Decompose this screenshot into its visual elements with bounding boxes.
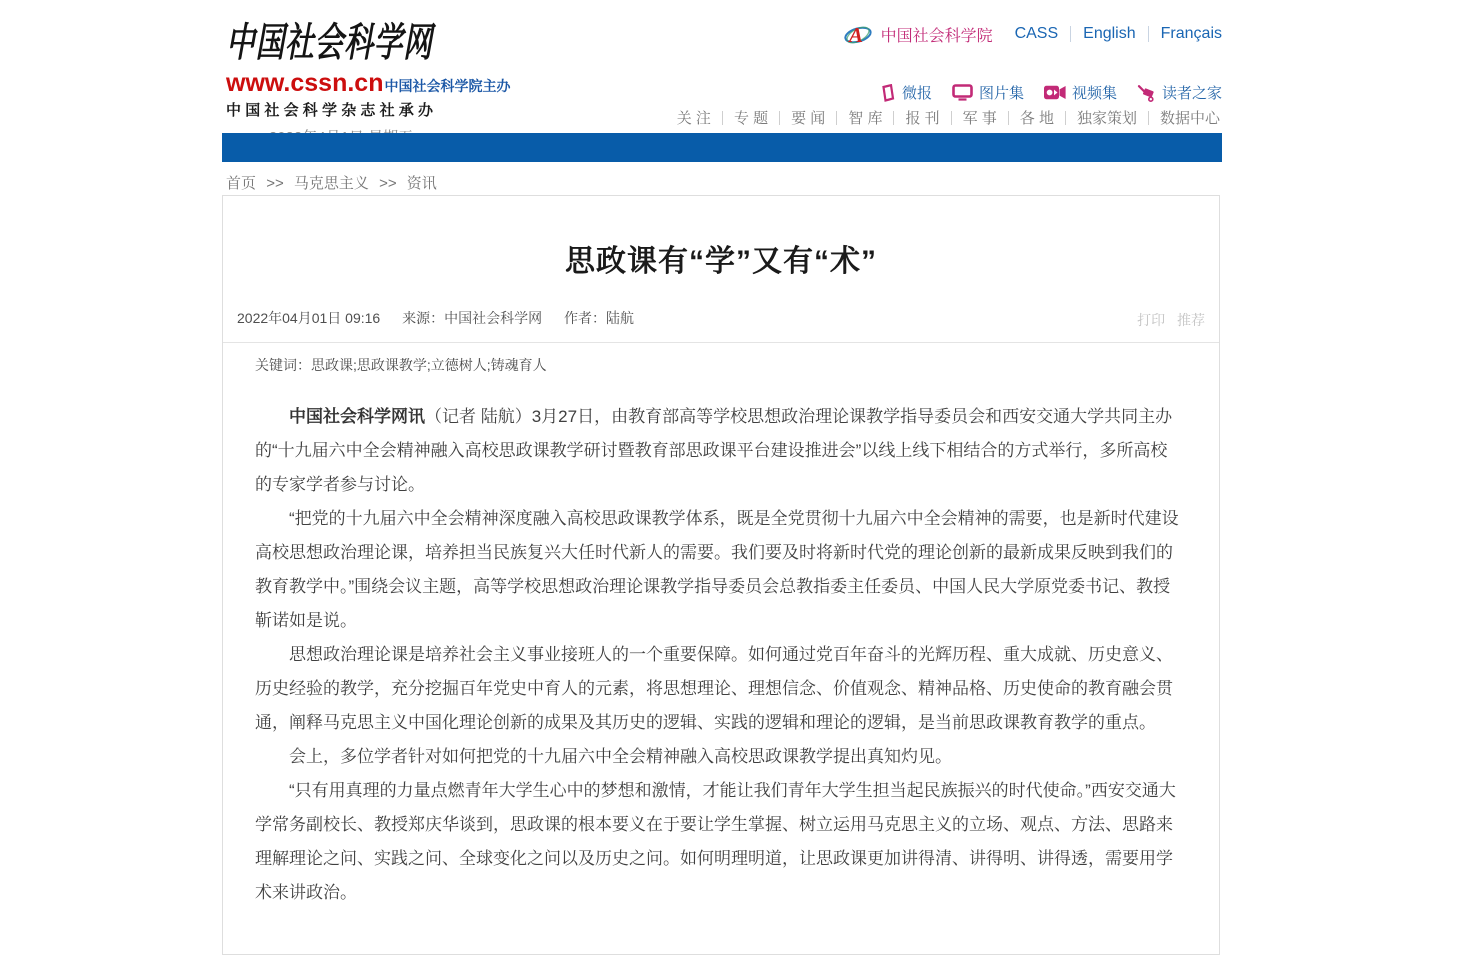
media-label[interactable]: 微报	[901, 85, 932, 102]
site-url-line	[226, 69, 511, 97]
video-icon	[1044, 85, 1066, 100]
link-cass[interactable]: CASS	[1014, 25, 1059, 42]
recommend-button[interactable]: 推荐	[1177, 312, 1205, 328]
site-organizer-label: 中国社会科学院主办	[384, 78, 511, 94]
breadcrumb-separator: >>	[266, 175, 284, 192]
divider	[1070, 26, 1071, 42]
media-item-video[interactable]	[1044, 82, 1117, 103]
paragraph-text: “把党的十九届六中全会精神深度融入高校思政课教学体系，既是全党贯彻十九届六中全会精神的需要，也是新时代建设高校思想政治理论课，培养担当民族复兴大任时代新人的需要。我们要及时将新时代党的理论创新的最新成果反映到我们的教育教学中。”围绕会议主题，高等学校思想政治理论课教学指导委员会总教指委主任委员、中国人民大学原党委书记、教授靳诺如是说。	[255, 509, 1179, 630]
article-actions	[1129, 310, 1205, 330]
nav-item-baokan[interactable]: 报 刊	[905, 110, 940, 127]
article-paragraph	[255, 740, 1183, 774]
article-datetime: 2022年04月01日 09:16	[237, 310, 381, 326]
breadcrumb	[226, 172, 437, 193]
link-francais[interactable]: Français	[1160, 25, 1222, 42]
article-paragraph	[255, 774, 1183, 910]
paragraph-lead: 中国社会科学网讯	[289, 407, 425, 426]
primary-nav-bar	[222, 133, 1222, 162]
breadcrumb-section[interactable]: 马克思主义	[293, 175, 369, 192]
gallery-icon	[952, 84, 973, 101]
media-links	[860, 82, 1222, 103]
weibao-icon	[880, 84, 896, 102]
article-title: 思政课有“学”又有“术”	[565, 245, 877, 278]
nav-item-zhiku[interactable]: 智 库	[848, 110, 883, 127]
link-cass-chinese[interactable]: 中国社会科学院	[880, 27, 993, 45]
divider	[1148, 26, 1149, 42]
nav-item-shujuzhongxin[interactable]: 数据中心	[1159, 110, 1220, 127]
media-label[interactable]: 读者之家	[1161, 85, 1222, 102]
breadcrumb-separator: >>	[379, 175, 397, 192]
site-url[interactable]: www.cssn.cn	[226, 69, 384, 97]
nav-item-yaowen[interactable]: 要 闻	[791, 110, 826, 127]
article-keywords	[223, 343, 1219, 375]
readers-icon	[1137, 84, 1156, 102]
top-links	[843, 22, 1222, 46]
print-button[interactable]: 打印	[1137, 312, 1166, 328]
link-english[interactable]: English	[1083, 25, 1136, 42]
article-author: 作者：陆航	[564, 310, 634, 326]
paragraph-text: （记者 陆航）3月27日，由教育部高等学校思想政治理论课教学指导委员会和西安交通大学共同主办的“十九届六中全会精神融入高校思政课教学研讨暨教育部思政课平台建设推进会”以线上线下相结合的方式举行，多所高校的专家学者参与讨论。	[255, 407, 1173, 494]
article-paragraph	[255, 638, 1183, 740]
site-masthead	[226, 16, 511, 147]
cass-logo-icon	[843, 22, 873, 46]
article-container	[222, 195, 1220, 955]
media-item-readers[interactable]	[1137, 82, 1222, 103]
site-logo-calligraphy[interactable]: 中国社会科学网	[226, 19, 433, 66]
keywords-value: 思政课;思政课教学;立德树人;铸魂育人	[311, 357, 547, 373]
nav-item-zhuanti[interactable]: 专 题	[733, 110, 769, 127]
paragraph-text: 思想政治理论课是培养社会主义事业接班人的一个重要保障。如何通过党百年奋斗的光辉历程、重大成就、历史意义、历史经验的教学，充分挖掘百年党史中育人的元素，将思想理论、理想信念、价值观念、精神品格、历史使命的教育融会贯通，阐释马克思主义中国化理论创新的成果及其历史的逻辑、实践的逻辑和理论的逻辑，是当前思政课教育教学的重点。	[255, 645, 1173, 732]
article-meta	[223, 308, 1219, 343]
article-source: 来源：中国社会科学网	[402, 310, 543, 326]
breadcrumb-subsection[interactable]: 资讯	[406, 175, 437, 192]
keywords-label: 关键词：	[255, 357, 311, 373]
breadcrumb-home[interactable]: 首页	[226, 175, 257, 192]
paragraph-text: 会上，多位学者针对如何把党的十九届六中全会精神融入高校思政课教学提出真知灼见。	[289, 747, 952, 766]
page	[222, 0, 1222, 925]
nav-item-dujiacehua[interactable]: 独家策划	[1076, 110, 1137, 127]
media-item-gallery[interactable]	[952, 82, 1024, 103]
site-undertaker-label: 中国社会科学杂志社承办	[226, 102, 438, 119]
media-label[interactable]: 视频集	[1071, 85, 1117, 102]
article-paragraph	[255, 400, 1183, 502]
top-nav	[666, 107, 1222, 128]
article-body	[223, 400, 1219, 910]
nav-item-guanzhu[interactable]: 关 注	[676, 110, 711, 127]
article-paragraph	[255, 502, 1183, 638]
media-label[interactable]: 图片集	[978, 85, 1024, 102]
svg-text:A: A	[848, 23, 863, 46]
media-item-weibao[interactable]	[880, 82, 932, 103]
paragraph-text: “只有用真理的力量点燃青年大学生心中的梦想和激情，才能让我们青年大学生担当起民族振兴的时代使命。”西安交通大学常务副校长、教授郑庆华谈到，思政课的根本要义在于要让学生掌握、树立运用马克思主义的立场、观点、方法、思路来理解理论之问、实践之问、全球变化之问以及历史之问。如何明理明道，让思政课更加讲得清、讲得明、讲得透，需要用学术来讲政治。	[255, 781, 1176, 902]
nav-item-junshi[interactable]: 军 事	[962, 110, 997, 127]
nav-item-gedi[interactable]: 各 地	[1019, 110, 1054, 127]
